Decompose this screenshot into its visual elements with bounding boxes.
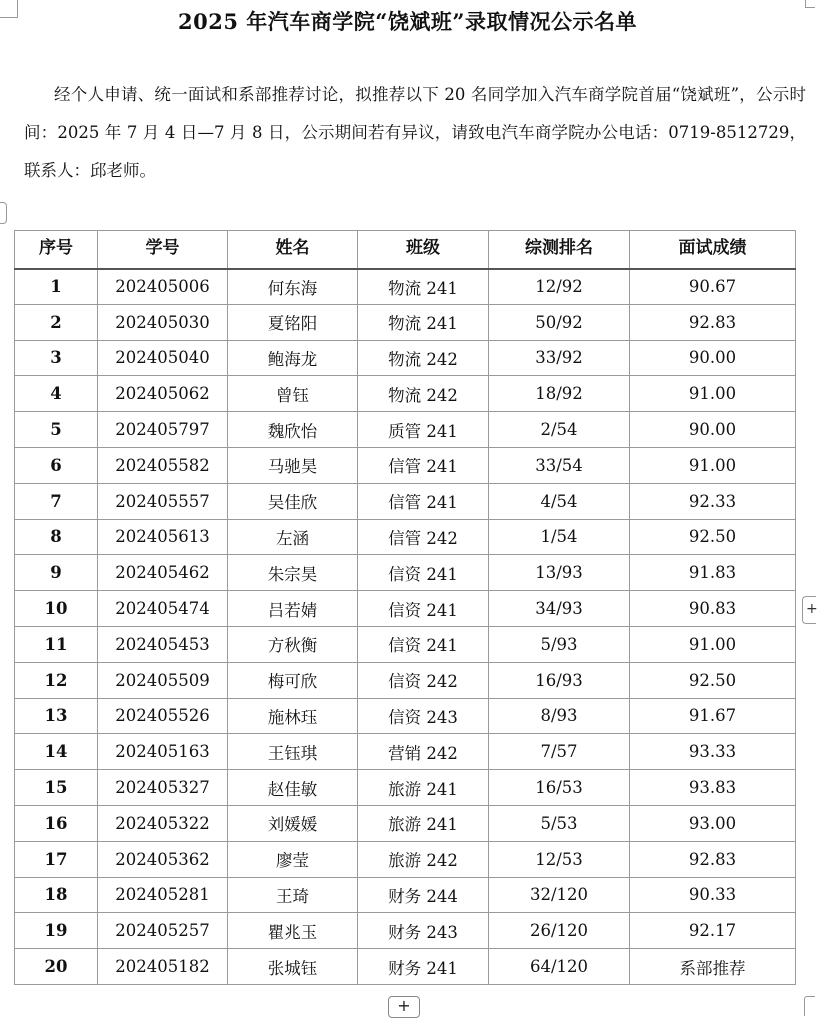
cell-name: 吴佳欣 <box>228 483 358 519</box>
cell-interview-score: 93.33 <box>630 734 796 770</box>
cell-class: 物流 241 <box>358 269 489 305</box>
cell-overall-rank: 5/93 <box>489 626 630 662</box>
cell-student-id: 202405613 <box>98 519 228 555</box>
table-row <box>15 519 796 555</box>
cell-overall-rank: 26/120 <box>489 913 630 949</box>
intro-paragraph: 经个人申请、统一面试和系部推荐讨论，拟推荐以下 20 名同学加入汽车商学院首届“饶斌班”，公示时间：2025 年 7 月 4 日—7 月 8 日，公示期间若有异议，请致电汽车商学院办公电话：0719-8512729，联系人：邱老师。 <box>24 85 806 180</box>
cell-name: 曾钰 <box>228 376 358 412</box>
cell-overall-rank: 64/120 <box>489 949 630 985</box>
cell-name: 施林珏 <box>228 698 358 734</box>
cell-class: 信资 241 <box>358 626 489 662</box>
cell-name: 廖莹 <box>228 841 358 877</box>
table-row <box>15 269 796 305</box>
cell-student-id: 202405526 <box>98 698 228 734</box>
cell-class: 信管 242 <box>358 519 489 555</box>
table-row <box>15 734 796 770</box>
cell-interview-score: 90.00 <box>630 340 796 376</box>
cell-interview-score: 92.17 <box>630 913 796 949</box>
header-interview-score: 面试成绩 <box>630 231 796 269</box>
cell-student-id: 202405322 <box>98 805 228 841</box>
cell-name: 王钰琪 <box>228 734 358 770</box>
cell-name: 何东海 <box>228 269 358 305</box>
header-index: 序号 <box>15 231 98 269</box>
table-row <box>15 662 796 698</box>
table-row <box>15 340 796 376</box>
cell-student-id: 202405462 <box>98 555 228 591</box>
cell-overall-rank: 2/54 <box>489 412 630 448</box>
cell-index: 15 <box>15 770 98 806</box>
cell-interview-score: 93.00 <box>630 805 796 841</box>
cell-index: 4 <box>15 376 98 412</box>
cell-name: 鲍海龙 <box>228 340 358 376</box>
cell-name: 王琦 <box>228 877 358 913</box>
cell-index: 2 <box>15 304 98 340</box>
document-title: 2025 年汽车商学院“饶斌班”录取情况公示名单 <box>178 9 637 34</box>
cell-name: 左涵 <box>228 519 358 555</box>
cell-student-id: 202405582 <box>98 447 228 483</box>
cell-class: 财务 243 <box>358 913 489 949</box>
cell-interview-score: 91.83 <box>630 555 796 591</box>
cell-name: 方秋衡 <box>228 626 358 662</box>
table-row <box>15 447 796 483</box>
cell-student-id: 202405062 <box>98 376 228 412</box>
cell-overall-rank: 12/53 <box>489 841 630 877</box>
cell-interview-score: 90.33 <box>630 877 796 913</box>
cell-index: 10 <box>15 591 98 627</box>
cell-index: 3 <box>15 340 98 376</box>
cell-student-id: 202405362 <box>98 841 228 877</box>
cell-class: 物流 242 <box>358 376 489 412</box>
cell-name: 赵佳敏 <box>228 770 358 806</box>
table-row <box>15 841 796 877</box>
cell-interview-score: 91.00 <box>630 626 796 662</box>
cell-index: 13 <box>15 698 98 734</box>
cell-overall-rank: 5/53 <box>489 805 630 841</box>
cell-class: 信资 241 <box>358 555 489 591</box>
cell-index: 19 <box>15 913 98 949</box>
cell-overall-rank: 13/93 <box>489 555 630 591</box>
cell-overall-rank: 32/120 <box>489 877 630 913</box>
cell-overall-rank: 12/92 <box>489 269 630 305</box>
cell-interview-score: 91.00 <box>630 376 796 412</box>
cell-index: 16 <box>15 805 98 841</box>
table-row <box>15 304 796 340</box>
cell-student-id: 202405327 <box>98 770 228 806</box>
cell-name: 夏铭阳 <box>228 304 358 340</box>
cell-student-id: 202405474 <box>98 591 228 627</box>
cell-interview-score: 92.83 <box>630 304 796 340</box>
cell-index: 11 <box>15 626 98 662</box>
table-row <box>15 591 796 627</box>
cell-overall-rank: 4/54 <box>489 483 630 519</box>
table-row <box>15 412 796 448</box>
cell-class: 质管 241 <box>358 412 489 448</box>
cell-overall-rank: 16/93 <box>489 662 630 698</box>
add-column-button[interactable]: + <box>802 596 816 624</box>
cell-student-id: 202405281 <box>98 877 228 913</box>
cell-name: 魏欣怡 <box>228 412 358 448</box>
table-row <box>15 483 796 519</box>
cell-class: 营销 242 <box>358 734 489 770</box>
cell-name: 梅可欣 <box>228 662 358 698</box>
cell-class: 物流 241 <box>358 304 489 340</box>
table-row <box>15 770 796 806</box>
cell-class: 信资 241 <box>358 591 489 627</box>
cell-student-id: 202405182 <box>98 949 228 985</box>
admission-list-table <box>14 230 796 985</box>
cell-overall-rank: 33/54 <box>489 447 630 483</box>
add-row-button[interactable]: + <box>388 996 420 1018</box>
cell-class: 财务 244 <box>358 877 489 913</box>
table-select-handle[interactable] <box>0 202 7 224</box>
table-header-row <box>15 231 796 269</box>
cell-index: 14 <box>15 734 98 770</box>
header-class: 班级 <box>358 231 489 269</box>
cell-interview-score: 90.83 <box>630 591 796 627</box>
cell-overall-rank: 33/92 <box>489 340 630 376</box>
header-overall-rank: 综测排名 <box>489 231 630 269</box>
table-row <box>15 877 796 913</box>
cell-student-id: 202405453 <box>98 626 228 662</box>
cell-index: 12 <box>15 662 98 698</box>
cell-class: 信管 241 <box>358 447 489 483</box>
cell-class: 信资 242 <box>358 662 489 698</box>
page-corner-mark-bottom-right <box>804 996 815 1016</box>
cell-class: 旅游 242 <box>358 841 489 877</box>
cell-index: 18 <box>15 877 98 913</box>
cell-index: 5 <box>15 412 98 448</box>
cell-interview-score: 系部推荐 <box>630 949 796 985</box>
table-body <box>15 269 796 985</box>
cell-interview-score: 92.50 <box>630 519 796 555</box>
cell-class: 信资 243 <box>358 698 489 734</box>
cell-interview-score: 91.00 <box>630 447 796 483</box>
header-student-id: 学号 <box>98 231 228 269</box>
table-row <box>15 949 796 985</box>
cell-student-id: 202405006 <box>98 269 228 305</box>
cell-name: 马驰昊 <box>228 447 358 483</box>
header-name: 姓名 <box>228 231 358 269</box>
table-row <box>15 626 796 662</box>
cell-interview-score: 93.83 <box>630 770 796 806</box>
table-row <box>15 376 796 412</box>
cell-student-id: 202405557 <box>98 483 228 519</box>
cell-class: 财务 241 <box>358 949 489 985</box>
cell-index: 8 <box>15 519 98 555</box>
cell-name: 刘媛媛 <box>228 805 358 841</box>
cell-overall-rank: 8/93 <box>489 698 630 734</box>
cell-class: 信管 241 <box>358 483 489 519</box>
cell-interview-score: 90.67 <box>630 269 796 305</box>
cell-index: 9 <box>15 555 98 591</box>
cell-student-id: 202405257 <box>98 913 228 949</box>
cell-index: 1 <box>15 269 98 305</box>
cell-class: 旅游 241 <box>358 805 489 841</box>
table-row <box>15 913 796 949</box>
table-row <box>15 555 796 591</box>
cell-student-id: 202405797 <box>98 412 228 448</box>
cell-student-id: 202405163 <box>98 734 228 770</box>
cell-name: 张城钰 <box>228 949 358 985</box>
table-row <box>15 805 796 841</box>
cell-interview-score: 90.00 <box>630 412 796 448</box>
cell-class: 物流 242 <box>358 340 489 376</box>
cell-name: 吕若婧 <box>228 591 358 627</box>
cell-student-id: 202405040 <box>98 340 228 376</box>
cell-name: 瞿兆玉 <box>228 913 358 949</box>
cell-overall-rank: 16/53 <box>489 770 630 806</box>
cell-overall-rank: 50/92 <box>489 304 630 340</box>
cell-overall-rank: 18/92 <box>489 376 630 412</box>
cell-overall-rank: 34/93 <box>489 591 630 627</box>
cell-interview-score: 92.50 <box>630 662 796 698</box>
cell-interview-score: 92.33 <box>630 483 796 519</box>
cell-name: 朱宗昊 <box>228 555 358 591</box>
cell-student-id: 202405030 <box>98 304 228 340</box>
cell-interview-score: 92.83 <box>630 841 796 877</box>
cell-overall-rank: 7/57 <box>489 734 630 770</box>
cell-index: 17 <box>15 841 98 877</box>
cell-overall-rank: 1/54 <box>489 519 630 555</box>
cell-index: 6 <box>15 447 98 483</box>
cell-index: 7 <box>15 483 98 519</box>
table-row <box>15 698 796 734</box>
cell-index: 20 <box>15 949 98 985</box>
cell-class: 旅游 241 <box>358 770 489 806</box>
cell-interview-score: 91.67 <box>630 698 796 734</box>
cell-student-id: 202405509 <box>98 662 228 698</box>
